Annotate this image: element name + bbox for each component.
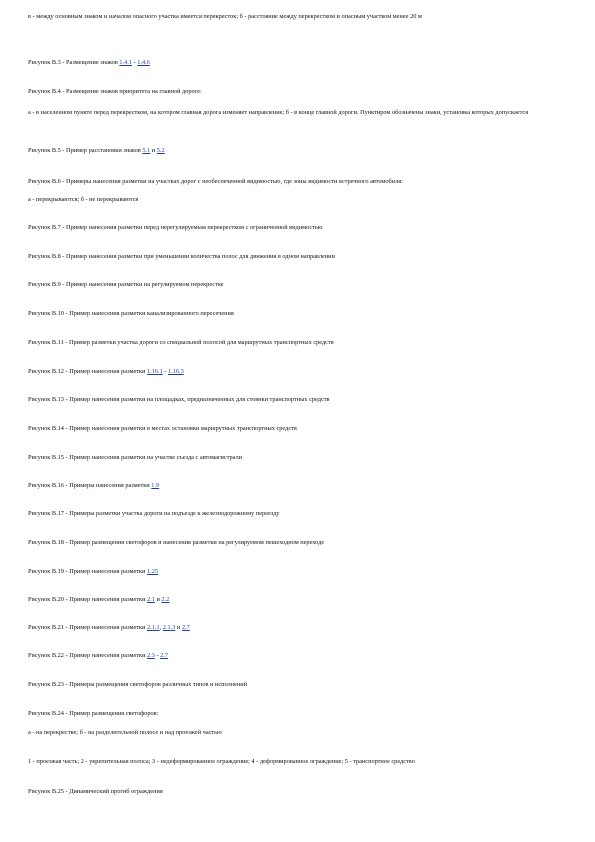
paragraph [28,367,568,377]
paragraph [28,108,568,118]
reference-link[interactable]: 5.1 [142,147,151,154]
paragraph-text: Рисунок В.12 - Пример нанесения разметки [28,368,148,375]
paragraph-text: Рисунок В.6 - Примеры нанесения разметки на участках дорог с необеспеченной видимостью, где зоны видимости встречного автомобиля: [28,178,403,185]
paragraph [28,651,568,661]
paragraph-text: Рисунок В.11 - Пример разметки участка дороги со специальной полосой для маршрутных транспортных средств [28,339,334,346]
paragraph-text: Рисунок В.5 - Пример расстановки знаков [28,147,143,154]
paragraph-text: и [150,147,157,154]
reference-link[interactable]: 2.1.3 [162,624,176,631]
paragraph-text: а - перекрываются; б - не перекрываются [28,196,139,203]
reference-link[interactable]: 2.2 [161,596,170,603]
paragraph-text: Рисунок В.8 - Пример нанесения разметки при уменьшении количества полос для движения в одном направлении [28,253,335,260]
paragraph-text: - [154,652,161,659]
paragraph-text: Рисунок В.18 - Пример размещения светофоров и нанесения разметки на регулируемом пешеходном переходе [28,539,325,546]
paragraph-text: Рисунок В.20 - Пример нанесения разметки [28,596,148,603]
paragraph [28,87,568,97]
paragraph [28,453,568,463]
paragraph-text: 1 - проезжая часть; 2 - укрепительная полоса; 3 - недеформированное ограждение; 4 - деформированное ограждение; 5 - транспортное средство [28,758,415,765]
reference-link[interactable]: 1.9 [151,482,160,489]
paragraph-text: Рисунок В.22 - Пример нанесения разметки [28,652,148,659]
reference-link[interactable]: 2.7 [181,624,190,631]
paragraph-text: Рисунок В.4 - Размещение знаков приоритета на главной дороге: [28,88,202,95]
reference-link[interactable]: 2.3 [147,652,155,659]
reference-link[interactable]: 1.4.1 [119,59,132,66]
paragraph [28,728,568,738]
paragraph-text: Рисунок В.19 - Пример нанесения разметки [28,568,148,575]
paragraph-text: Рисунок В.17 - Примеры разметки участка дороги на подъезде к железнодорожному переезду [28,510,280,517]
reference-link[interactable]: 1.16.3 [168,368,184,375]
paragraph-text: а - на перекрестке; б - на разделительной полосе и над проезжей частью [28,729,222,736]
paragraph-text: а - в населенном пункте перед перекрестком, на котором главная дорога изменяет направление; б - в конце главной дороги. Пунктиром обозначены знаки, установка которых допускается [28,109,529,116]
reference-link[interactable]: 1.25 [147,568,159,575]
paragraph-text: Рисунок В.16 - Примеры нанесения разметки [28,482,152,489]
paragraph-text: Рисунок В.25 - Динамический прогиб ограждения [28,788,163,795]
paragraph-text: Рисунок В.24 - Пример размещения светофоров: [28,710,159,717]
paragraph-text: - [162,368,169,375]
reference-link[interactable]: 1.16.1 [147,368,163,375]
paragraph [28,58,568,68]
paragraph [28,595,568,605]
paragraph [28,509,568,519]
paragraph [28,280,568,290]
paragraph-text: и [175,624,182,631]
reference-link[interactable]: 1.4.6 [137,59,150,66]
paragraph-text: Рисунок В.14 - Пример нанесения разметки в местах остановки маршрутных транспортных средств [28,425,297,432]
reference-link[interactable]: 2.1 [147,596,155,603]
paragraph [28,538,568,548]
paragraph-text: Рисунок В.13 - Пример нанесения разметки на площадках, предназначенных для стоянки транспортных средств [28,396,330,403]
paragraph-text: и [154,596,162,603]
paragraph [28,787,568,797]
reference-link[interactable]: 5.2 [156,147,165,154]
paragraph-text: Рисунок В.21 - Пример нанесения разметки [28,624,148,631]
paragraph [28,623,568,633]
paragraph [28,424,568,434]
paragraph-text: в - между основным знаком и началом опасного участка имеется перекресток; б - расстояние между перекрестком и опасным участком менее 20 м [28,13,422,20]
paragraph [28,223,568,233]
paragraph [28,567,568,577]
paragraph-text: Рисунок В.10 - Пример нанесения разметки канализированного пересечения [28,310,234,317]
paragraph-text: Рисунок В.15 - Пример нанесения разметки на участке съезда с автомагистрали [28,454,243,461]
paragraph [28,680,568,690]
paragraph [28,252,568,262]
paragraph-text: Рисунок В.3 - Размещение знаков [28,59,120,66]
paragraph [28,757,568,767]
paragraph-text: - [131,59,138,66]
reference-link[interactable]: 2.7 [160,652,169,659]
paragraph [28,195,568,205]
reference-link[interactable]: 2.1.1 [147,624,160,631]
paragraph-text: Рисунок В.9 - Пример нанесения разметки на регулируемом перекрестке [28,281,224,288]
paragraph [28,177,568,187]
paragraph-text: Рисунок В.23 - Примеры размещения светофоров различных типов и исполнений [28,681,247,688]
paragraph-text: Рисунок В.7 - Пример нанесения разметки перед нерегулируемым перекрестком с ограниченной видимостью [28,224,323,231]
paragraph [28,709,568,719]
paragraph [28,395,568,405]
paragraph [28,12,568,22]
paragraph [28,338,568,348]
paragraph [28,309,568,319]
paragraph [28,481,568,491]
paragraph-text: , [159,624,163,631]
paragraph [28,146,568,156]
